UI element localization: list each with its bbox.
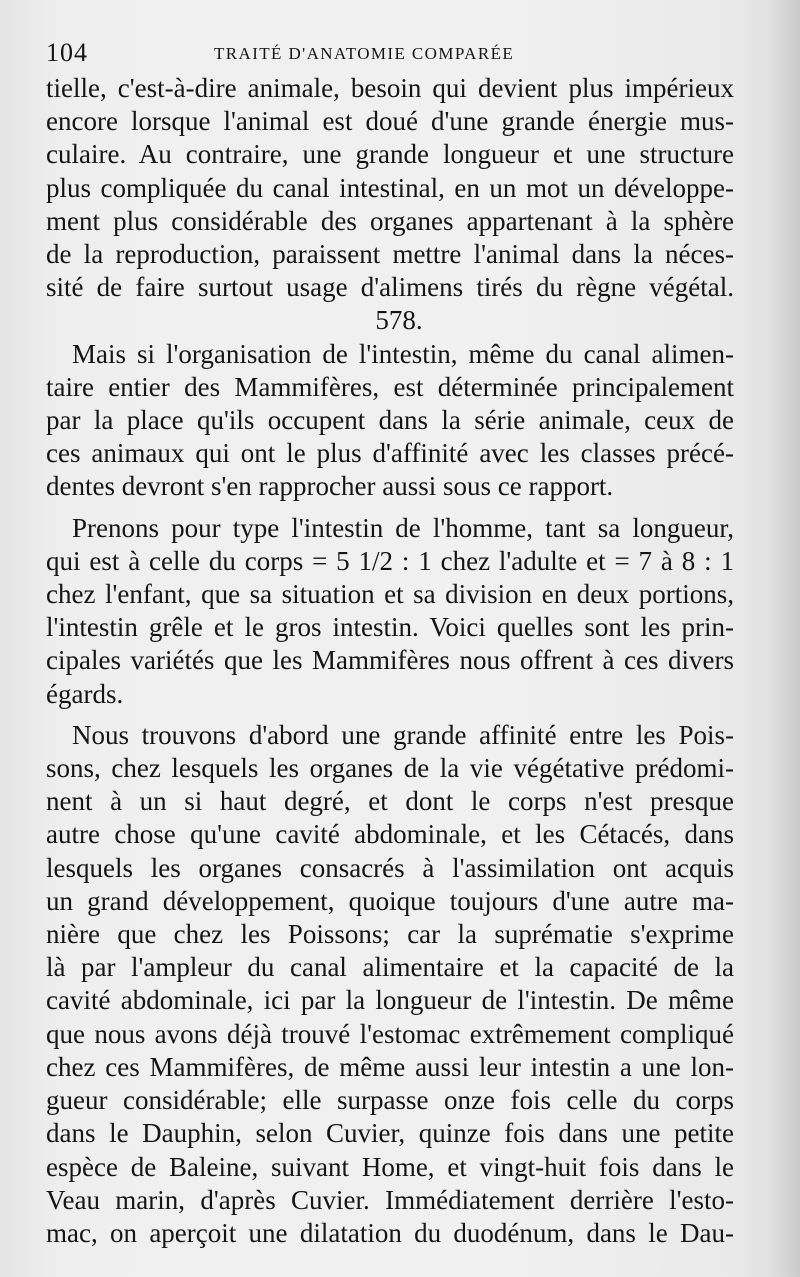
text-line: ces animaux qui ont le plus d'affinité avec les classes précé-	[46, 438, 734, 469]
text-line: un grand développement, quoique toujours d'une autre ma-	[46, 885, 734, 916]
text-line: autre chose qu'une cavité abdominale, et les Cétacés, dans	[46, 819, 734, 850]
text-line: dans le Dauphin, selon Cuvier, quinze fois dans une petite	[46, 1118, 734, 1149]
text-line: encore lorsque l'animal est doué d'une grande énergie mus-	[46, 106, 734, 137]
text-line: chez l'enfant, que sa situation et sa division en deux portions,	[46, 579, 734, 610]
paragraph-2	[46, 338, 734, 504]
text-line: que nous avons déjà trouvé l'estomac extrêmement compliqué	[46, 1018, 734, 1049]
text-line: taire entier des Mammifères, est déterminée principalement	[46, 371, 734, 402]
text-line: tielle, c'est-à-dire animale, besoin qui devient plus impérieux	[46, 73, 734, 103]
text-line: égards.	[46, 678, 124, 709]
text-line: nière que chez les Poissons; car la suprématie s'exprime	[46, 919, 734, 950]
paragraph-3	[46, 512, 734, 711]
text-line: culaire. Au contraire, une grande longueur et une structure	[46, 139, 734, 170]
text-line: espèce de Baleine, suivant Home, et vingt-huit fois dans le	[46, 1151, 734, 1182]
text-line: l'intestin grêle et le gros intestin. Voici quelles sont les prin-	[46, 612, 734, 643]
page-number: 104	[46, 38, 88, 67]
text-line: Mais si l'organisation de l'intestin, même du canal alimen-	[72, 338, 734, 369]
text-line: de la reproduction, paraissent mettre l'animal dans la néces-	[46, 239, 734, 270]
text-line: plus compliquée du canal intestinal, en un mot un développe-	[46, 172, 734, 203]
text-line: là par l'ampleur du canal alimentaire et la capacité de la	[46, 952, 734, 983]
section-number: 578.	[375, 305, 423, 336]
paragraph-1	[46, 72, 734, 304]
text-line: qui est à celle du corps = 5 1/2 : 1 chez l'adulte et = 7 à 8 : 1	[46, 545, 734, 576]
text-line: gueur considérable; elle surpasse onze fois celle du corps	[46, 1085, 734, 1116]
text-line: Veau marin, d'après Cuvier. Immédiatement derrière l'esto-	[46, 1184, 734, 1215]
text-line: par la place qu'ils occupent dans la série animale, ceux de	[46, 405, 734, 436]
text-line: sons, chez lesquels les organes de la vie végétative prédomi-	[46, 753, 734, 784]
text-line: nent à un si haut degré, et dont le corps n'est presque	[46, 786, 734, 817]
text-line: sité de faire surtout usage d'alimens tirés du règne végétal.	[46, 272, 734, 303]
text-line: chez ces Mammifères, de même aussi leur intestin a une lon-	[46, 1051, 734, 1082]
text-line: lesquels les organes consacrés à l'assimilation ont acquis	[46, 852, 734, 883]
text-line: cipales variétés que les Mammifères nous offrent à ces divers	[46, 645, 734, 676]
text-line: mac, on aperçoit une dilatation du duodénum, dans le Dau-	[46, 1217, 734, 1248]
page-edge-shadow	[770, 0, 800, 1277]
text-line: Nous trouvons d'abord une grande affinité entre les Pois-	[72, 719, 734, 750]
text-line: dentes devront s'en rapprocher aussi sous ce rapport.	[46, 471, 614, 502]
running-title: TRAITÉ D'ANATOMIE COMPARÉE	[214, 44, 515, 63]
text-line: ment plus considérable des organes appartenant à la sphère	[46, 205, 734, 236]
text-line: Prenons pour type l'intestin de l'homme, tant sa longueur,	[72, 512, 734, 543]
running-head	[46, 38, 566, 68]
main-text	[46, 72, 734, 1250]
paragraph-4	[46, 719, 734, 1250]
text-line: cavité abdominale, ici par la longueur de l'intestin. De même	[46, 985, 734, 1016]
